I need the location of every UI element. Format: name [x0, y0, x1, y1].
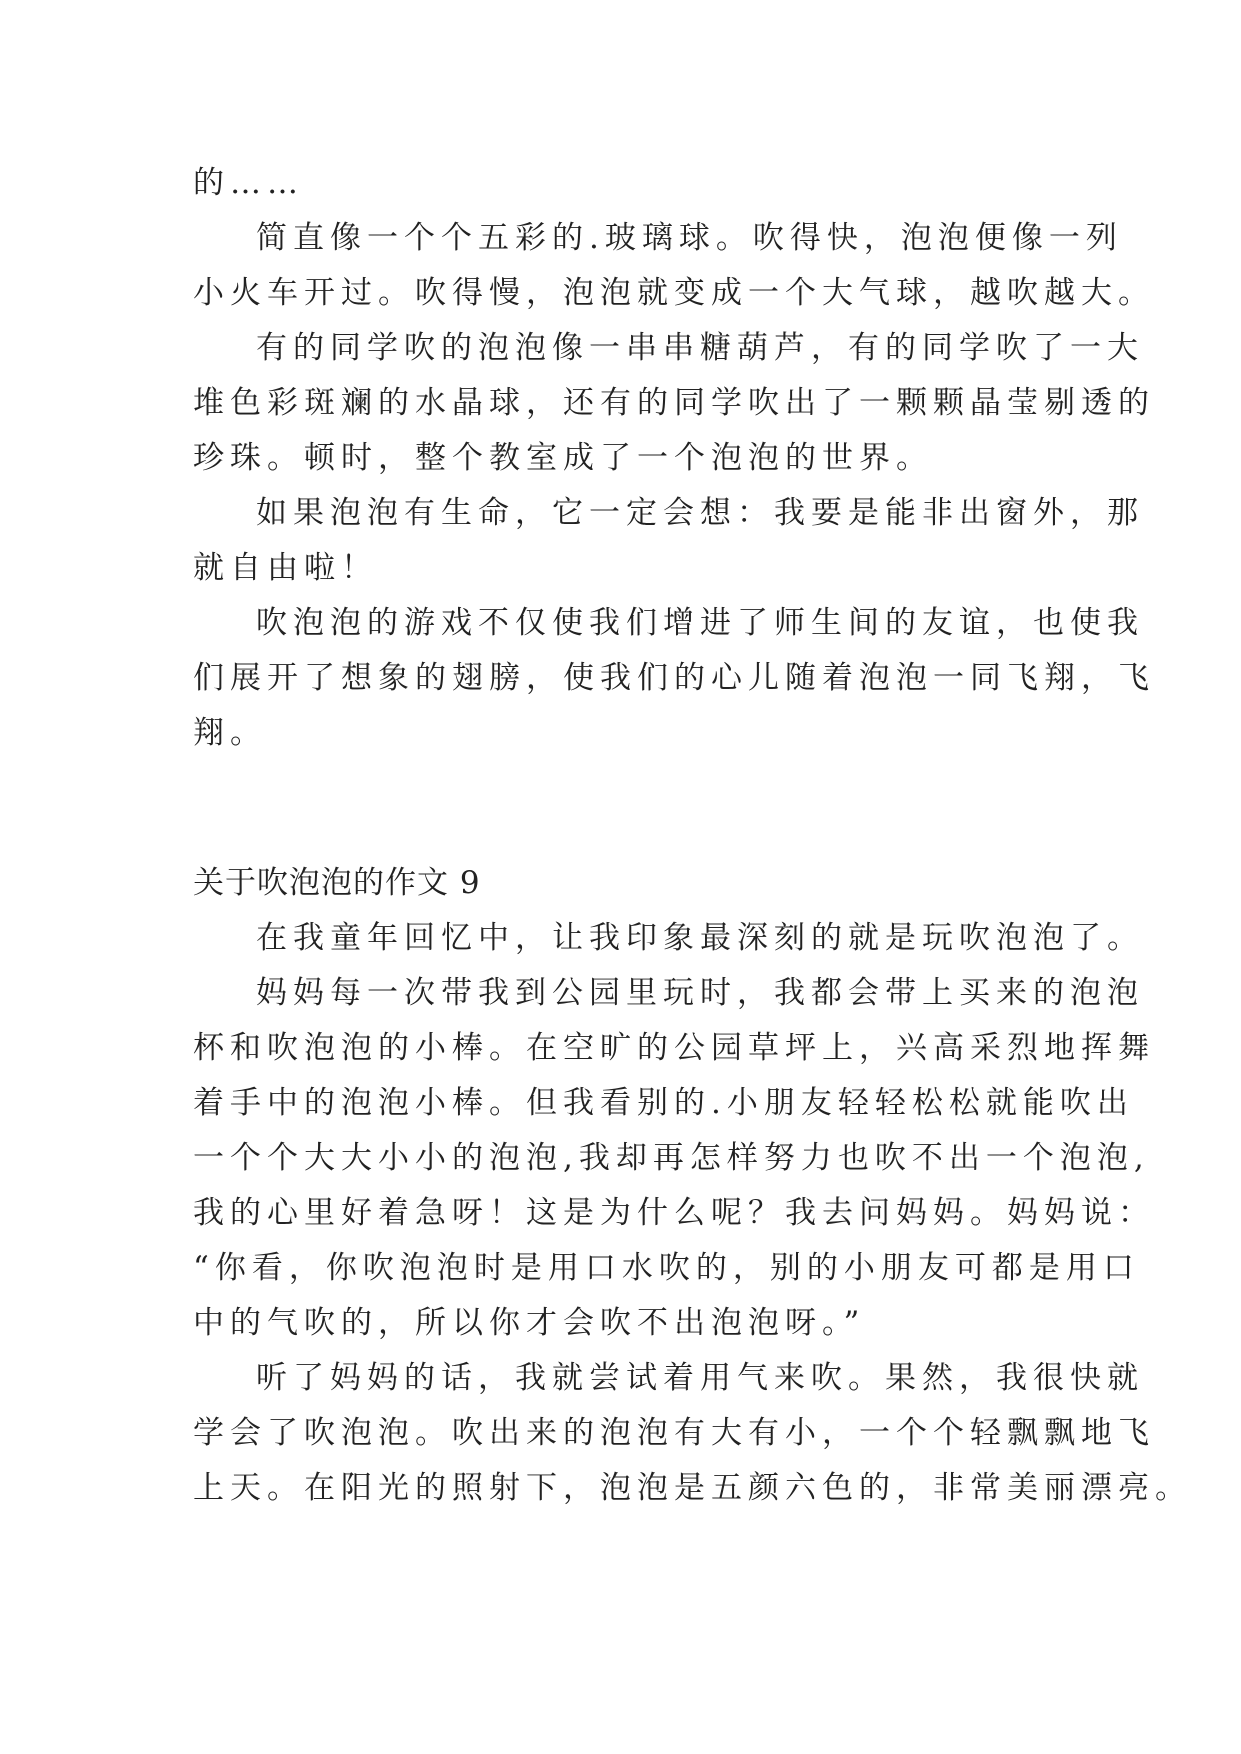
paragraph-line: 妈妈每一次带我到公园里玩时，我都会带上买来的泡泡: [256, 975, 1144, 1011]
paragraph-line: 堆色彩斑斓的水晶球，还有的同学吹出了一颗颗晶莹剔透的: [193, 385, 1155, 421]
paragraph-line: 翔。: [193, 715, 267, 751]
paragraph-line: 吹泡泡的游戏不仅使我们增进了师生间的友谊，也使我: [256, 605, 1144, 641]
section-title: 关于吹泡泡的作文 9: [193, 865, 481, 901]
paragraph-line: 如果泡泡有生命，它一定会想：我要是能非出窗外，那: [256, 495, 1144, 531]
paragraph-line: 听了妈妈的话，我就尝试着用气来吹。果然，我很快就: [256, 1360, 1144, 1396]
paragraph-line: 上天。在阳光的照射下，泡泡是五颜六色的，非常美丽漂亮。: [193, 1470, 1192, 1506]
paragraph-line: 简直像一个个五彩的.玻璃球。吹得快，泡泡便像一列: [256, 220, 1123, 256]
paragraph-line: 的……: [193, 165, 304, 201]
paragraph-line: 有的同学吹的泡泡像一串串糖葫芦，有的同学吹了一大: [256, 330, 1144, 366]
paragraph-line: “你看，你吹泡泡时是用口水吹的，别的小朋友可都是用口: [193, 1250, 1140, 1286]
paragraph-line: 学会了吹泡泡。吹出来的泡泡有大有小，一个个轻飘飘地飞: [193, 1415, 1155, 1451]
paragraph-line: 一个个大大小小的泡泡,我却再怎样努力也吹不出一个泡泡,: [193, 1140, 1150, 1176]
paragraph-line: 中的气吹的，所以你才会吹不出泡泡呀。”: [193, 1305, 866, 1341]
paragraph-line: 在我童年回忆中，让我印象最深刻的就是玩吹泡泡了。: [256, 920, 1144, 956]
paragraph-line: 就自由啦！: [193, 550, 378, 586]
paragraph-line: 小火车开过。吹得慢，泡泡就变成一个大气球，越吹越大。: [193, 275, 1155, 311]
paragraph-line: 珍珠。顿时，整个教室成了一个泡泡的世界。: [193, 440, 933, 476]
paragraph-line: 们展开了想象的翅膀，使我们的心儿随着泡泡一同飞翔，飞: [193, 660, 1155, 696]
paragraph-line: 着手中的泡泡小棒。但我看别的.小朋友轻轻松松就能吹出: [193, 1085, 1134, 1121]
paragraph-line: 杯和吹泡泡的小棒。在空旷的公园草坪上，兴高采烈地挥舞: [193, 1030, 1155, 1066]
paragraph-line: 我的心里好着急呀！这是为什么呢？我去问妈妈。妈妈说：: [193, 1195, 1155, 1231]
